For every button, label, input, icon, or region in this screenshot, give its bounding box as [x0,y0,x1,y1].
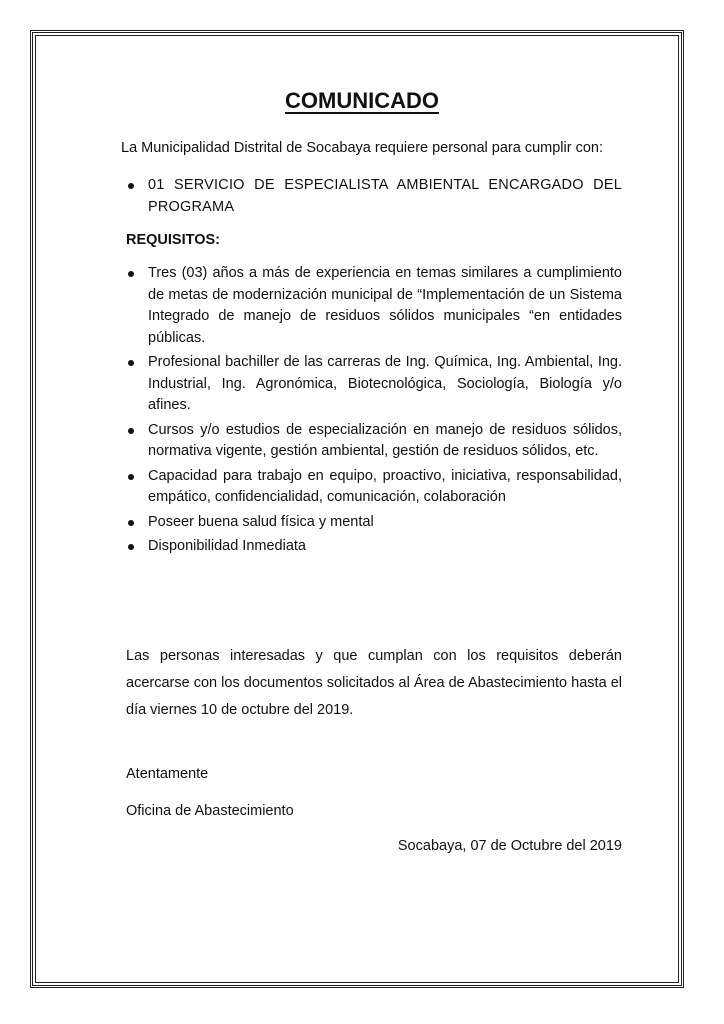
requirements-heading: REQUISITOS: [126,232,220,248]
office-name: Oficina de Abastecimiento [126,803,294,819]
document-title: COMUNICADO [285,88,439,113]
closing-paragraph: Las personas interesadas y que cumplan con los requisitos deberán acercarse con los documentos solicitados al Área de Abastecimiento hasta el día viernes 10 de octubre del 2019. [126,648,622,718]
requirement-item: Poseer buena salud física y mental [126,512,622,534]
regards-text: Atentamente [126,766,209,782]
place-date: Socabaya, 07 de Octubre del 2019 [397,838,622,854]
service-item: 01 SERVICIO DE ESPECIALISTA AMBIENTAL ENCARGADO DEL PROGRAMA [126,175,622,218]
requirement-item: Profesional bachiller de las carreras de Ing. Química, Ing. Ambiental, Ing. Industrial, Ing. Agronómica, Biotecnológica, Sociología, Biología y/o afines. [126,352,622,417]
requirement-item: Cursos y/o estudios de especialización en manejo de residuos sólidos, normativa vigente, gestión ambiental, gestión de residuos sólidos, etc. [126,420,622,463]
service-list [126,175,622,218]
requirement-item: Capacidad para trabajo en equipo, proactivo, iniciativa, responsabilidad, empático, confidencialidad, comunicación, colaboración [126,466,622,509]
requirements-list [126,263,622,561]
requirement-item: Disponibilidad Inmediata [126,536,622,558]
intro-text: La Municipalidad Distrital de Socabaya requiere personal para cumplir con: [121,140,603,156]
requirement-item: Tres (03) años a más de experiencia en temas similares a cumplimiento de metas de modernización municipal de “Implementación de un Sistema Integrado de manejo de residuos sólidos municipales “en entidades públicas. [126,263,622,349]
